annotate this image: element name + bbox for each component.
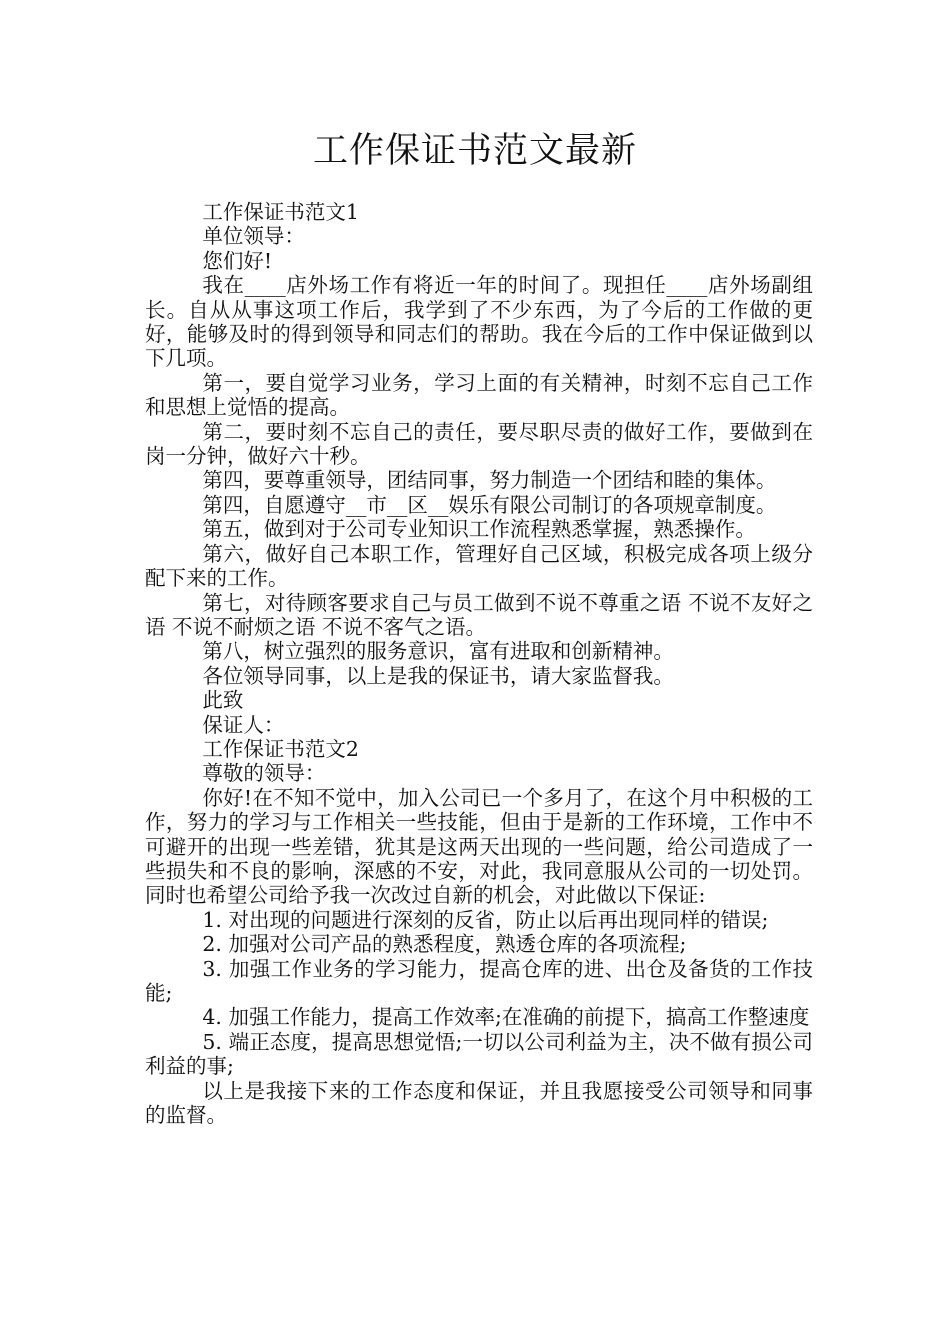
paragraph-item-fourth-a: 第四，要尊重领导，团结同事，努力制造一个团结和睦的集体。: [202, 468, 777, 493]
paragraph-item-fifth: 第五，做到对于公司专业知识工作流程熟悉掌握，熟悉操作。: [202, 517, 756, 542]
list-item-3: 3. 加强工作业务的学习能力，提高仓库的进、出仓及备货的工作技能;: [145, 956, 813, 1005]
paragraph-closing-1: 各位领导同事，以上是我的保证书，请大家监督我。: [202, 663, 674, 688]
paragraph-item-sixth: 第六，做好自己本职工作，管理好自己区域，积极完成各项上级分配下来的工作。: [145, 541, 813, 591]
paragraph-item-second: 第二，要时刻不忘自己的责任，要尽职尽责的做好工作，要做到在岗一分钟，做好六十秒。: [145, 419, 813, 469]
paragraph-item-seventh: 第七，对待顾客要求自己与员工做到不说不尊重之语 不说不友好之语 不说不耐烦之语 不说不客气之语。: [145, 590, 813, 639]
paragraph-intro-1: 我在____店外场工作有将近一年的时间了。现担任____店外场副组长。自从从事这项工作后，我学到了不少东西，为了今后的工作做的更好，能够及时的得到领导和同志们的帮助。我在今后的工作中保证做到以下几项。: [145, 273, 813, 371]
paragraph-item-fourth-b: 第四，自愿遵守__市__区__娱乐有限公司制订的各项规章制度。: [202, 492, 777, 517]
paragraph-item-first: 第一，要自觉学习业务，学习上面的有关精神，时刻不忘自己工作和思想上觉悟的提高。: [145, 370, 813, 420]
list-item-5: 5. 端正态度，提高思想觉悟;一切以公司利益为主，决不做有损公司利益的事;: [145, 1029, 813, 1079]
sign-off-1: 此致: [202, 688, 244, 713]
document-body: [145, 200, 813, 1127]
list-item-2: 2. 加强对公司产品的熟悉程度，熟透仓库的各项流程;: [202, 932, 687, 957]
list-item-4: 4. 加强工作能力，提高工作效率;在准确的前提下，搞高工作整速度: [202, 1005, 810, 1030]
paragraph-closing-2: 以上是我接下来的工作态度和保证，并且我愿接受公司领导和同事的监督。: [145, 1078, 813, 1128]
paragraph-intro-2: 你好!在不知不觉中，加入公司已一个多月了，在这个月中积极的工作，努力的学习与工作相关一些技能，但由于是新的工作环境，工作中不可避开的出现一些差错，犹其是这两天出现的一些问题，给公司造成了一些损失和不良的影响，深感的不安，对此，我同意服从公司的一切处罚。同时也希望公司给予我一次改过自新的机会，对此做以下保证:: [145, 785, 813, 908]
salutation-2: 尊敬的领导：: [202, 761, 326, 786]
section-heading-2: 工作保证书范文2: [202, 736, 359, 761]
list-item-1: 1. 对出现的问题进行深刻的反省，防止以后再出现同样的错误;: [202, 907, 769, 932]
section-heading-1: 工作保证书范文1: [202, 200, 359, 224]
greeting-1: 您们好!: [202, 248, 273, 273]
paragraph-item-eighth: 第八，树立强烈的服务意识，富有进取和创新精神。: [202, 639, 674, 664]
signature-label-1: 保证人：: [202, 712, 285, 737]
salutation-1: 单位领导：: [202, 224, 305, 249]
document-title: 工作保证书范文最新: [312, 131, 637, 171]
